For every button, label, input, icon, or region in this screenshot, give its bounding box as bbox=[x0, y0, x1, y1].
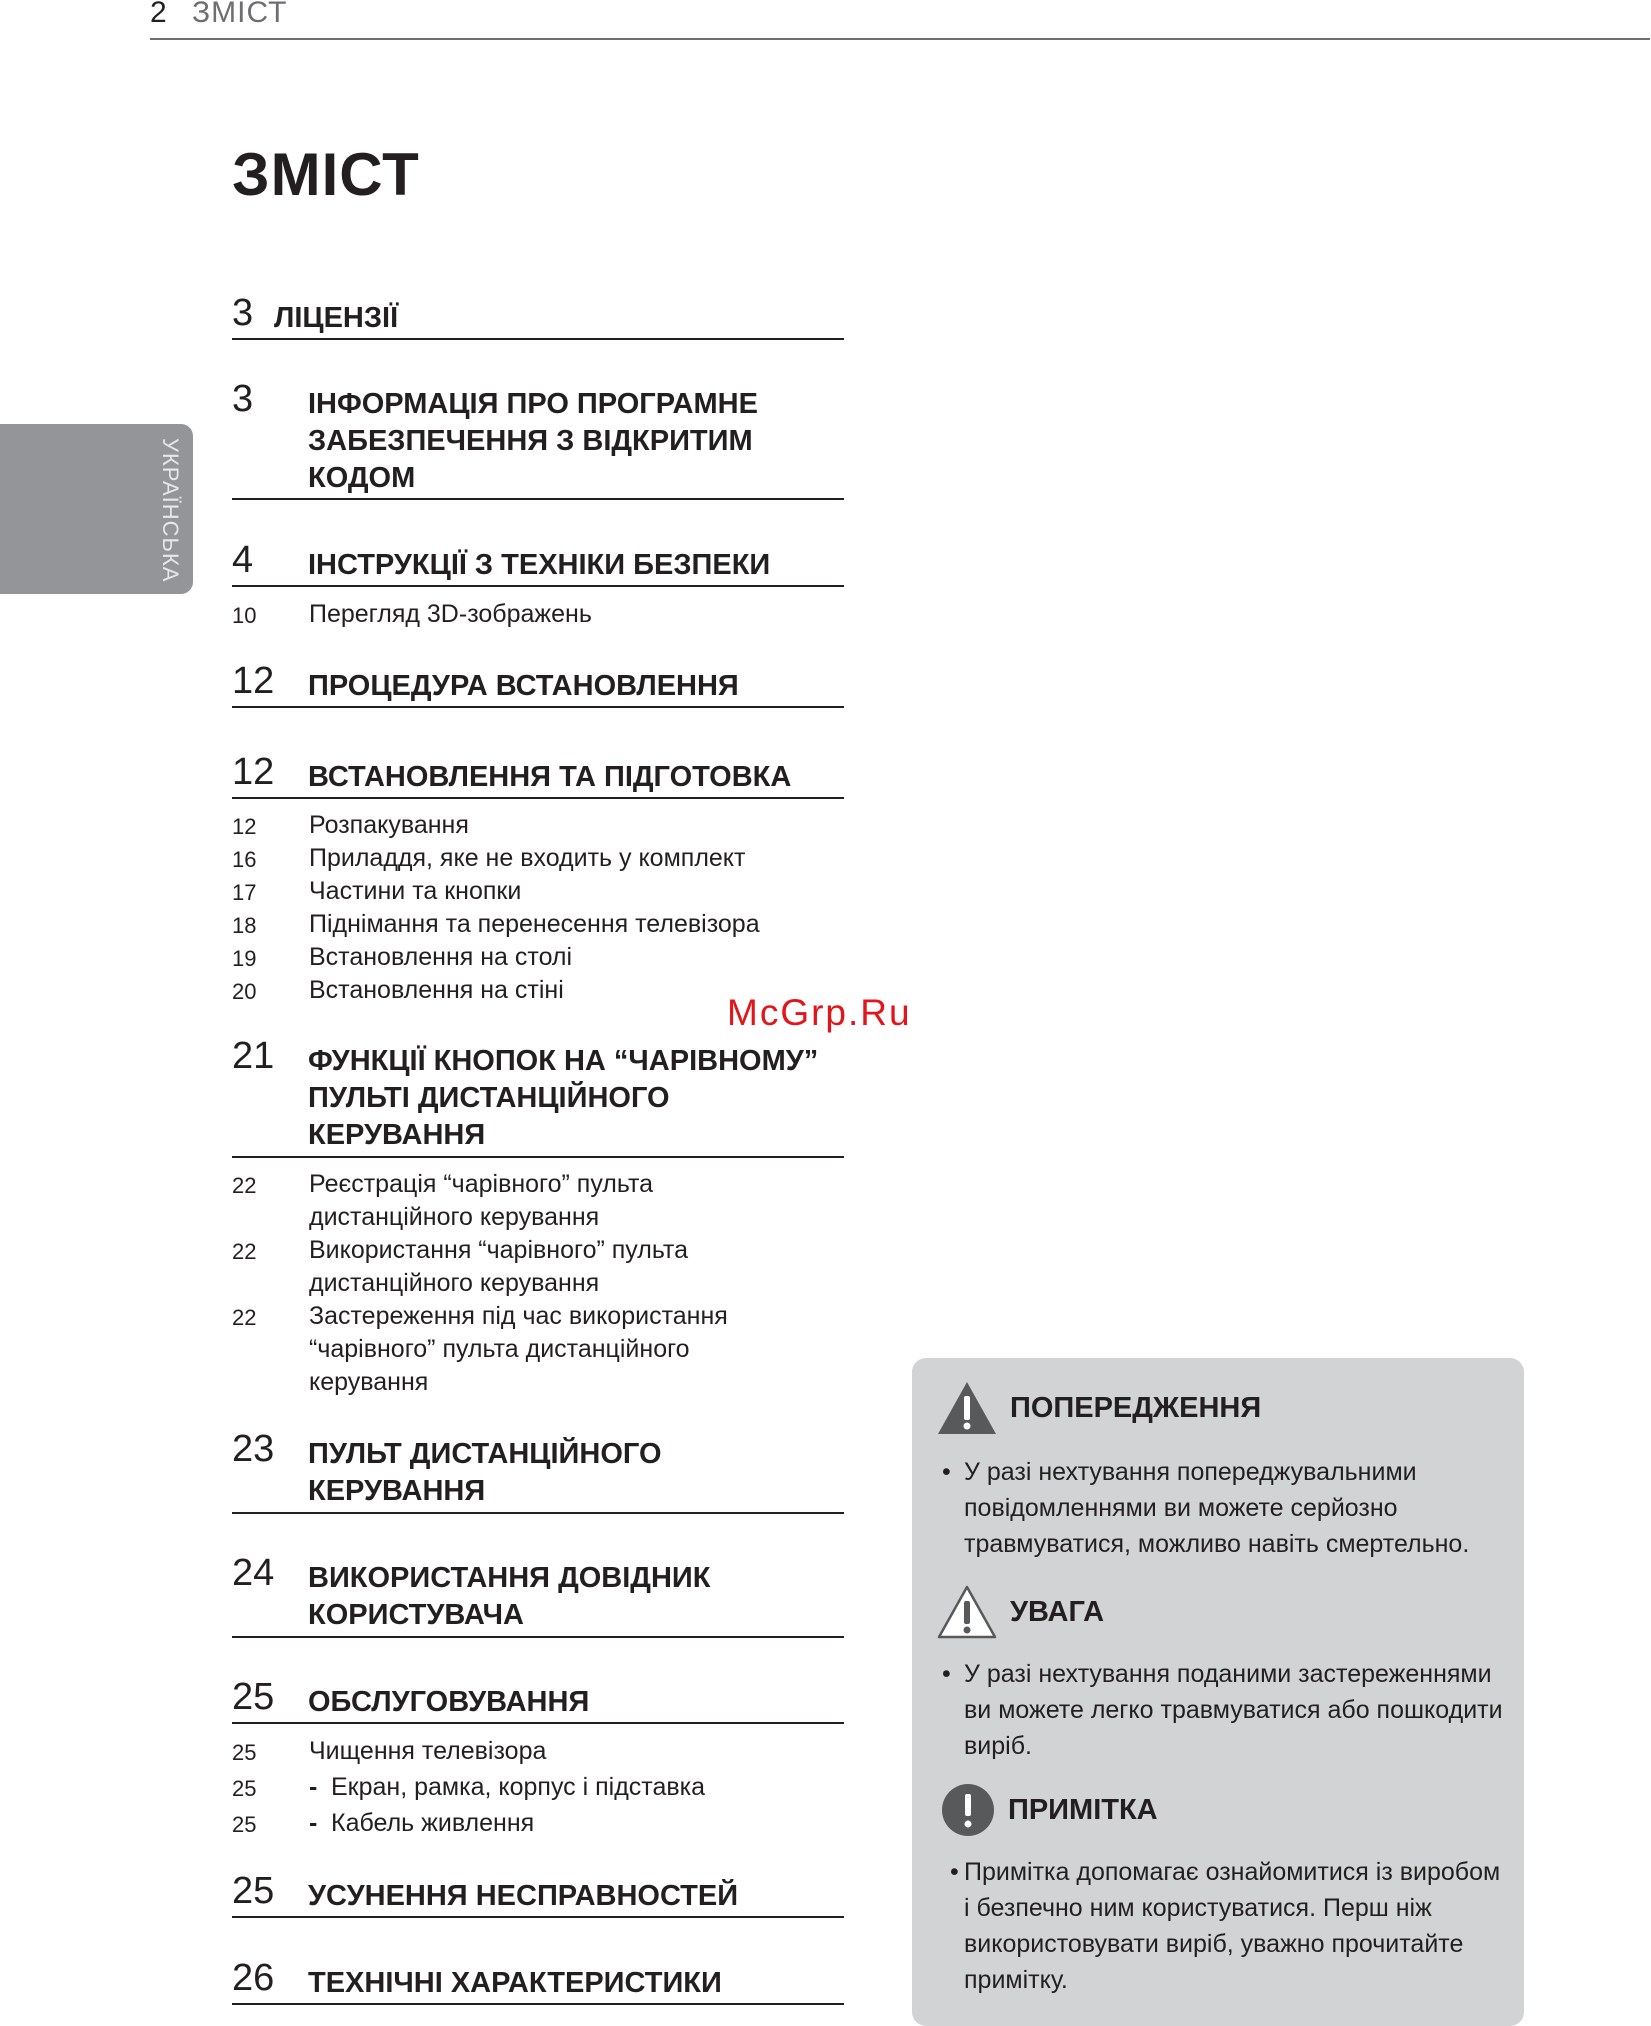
toc-item[interactable] bbox=[232, 1300, 844, 1399]
toc-item-page: 20 bbox=[232, 979, 257, 1004]
toc-item[interactable] bbox=[232, 1168, 844, 1234]
toc-section-title: ТЕХНІЧНІ ХАРАКТЕРИСТИКИ bbox=[308, 1967, 722, 1999]
page-title: ЗМІСТ bbox=[232, 141, 420, 208]
toc-section-page: 3 bbox=[232, 292, 254, 334]
toc-item-title: Розпакування bbox=[309, 811, 469, 839]
toc-item-dash: - bbox=[309, 1773, 318, 1801]
toc-section-page: 23 bbox=[232, 1428, 275, 1470]
toc-section-title: ФУНКЦІЇ КНОПОК НА “ЧАРІВНОМУ” ПУЛЬТІ ДИСТАНЦІЙНОГО КЕРУВАННЯ bbox=[308, 1045, 819, 1151]
toc-section-title: УСУНЕННЯ НЕСПРАВНОСТЕЙ bbox=[308, 1880, 739, 1912]
note-label: ПРИМІТКА bbox=[1008, 1793, 1158, 1826]
toc-section[interactable] bbox=[232, 1957, 844, 2005]
toc-item-page: 25 bbox=[232, 1812, 257, 1837]
bullet: • bbox=[950, 1858, 959, 1886]
caution-icon bbox=[936, 1584, 998, 1640]
note-heading bbox=[940, 1782, 1158, 1838]
toc-item-title: Реєстрація “чарівного” пульта дистанційного керування bbox=[309, 1170, 654, 1231]
toc-item-title: Піднімання та перенесення телевізора bbox=[309, 910, 760, 938]
caution-text bbox=[942, 1656, 1504, 1764]
toc-section-title: ВИКОРИСТАННЯ ДОВІДНИК КОРИСТУВАЧА bbox=[308, 1562, 711, 1631]
bullet: • bbox=[942, 1660, 951, 1688]
caution-heading bbox=[936, 1584, 1104, 1640]
toc-item-title: Встановлення на столі bbox=[309, 943, 573, 971]
note-text bbox=[950, 1854, 1504, 1998]
page-header bbox=[150, 0, 1650, 40]
toc-section-title: ПУЛЬТ ДИСТАНЦІЙНОГО КЕРУВАННЯ bbox=[308, 1438, 662, 1507]
caution-body: У разі нехтування поданими застереженнями ви можете легко травмуватися або пошкодити виріб. bbox=[964, 1660, 1503, 1760]
toc-item-title: Перегляд 3D-зображень bbox=[309, 600, 592, 628]
toc-section-title: ВСТАНОВЛЕННЯ ТА ПІДГОТОВКА bbox=[308, 761, 792, 793]
toc-section[interactable] bbox=[232, 292, 844, 340]
notes-panel bbox=[912, 1358, 1524, 2026]
warning-label: ПОПЕРЕДЖЕННЯ bbox=[1010, 1391, 1262, 1424]
toc-section-page: 4 bbox=[232, 539, 254, 581]
toc-item-dash: - bbox=[309, 1809, 318, 1837]
watermark: McGrp.Ru bbox=[727, 992, 912, 1033]
toc-section-page: 25 bbox=[232, 1870, 275, 1912]
toc-section[interactable] bbox=[232, 751, 844, 799]
toc-item-title bbox=[309, 1771, 849, 1804]
toc-section[interactable] bbox=[232, 660, 844, 708]
toc-item[interactable] bbox=[232, 1234, 844, 1300]
note-icon bbox=[940, 1782, 996, 1838]
toc-item-page: 19 bbox=[232, 946, 257, 971]
toc-section-title: ІНСТРУКЦІЇ З ТЕХНІКИ БЕЗПЕКИ bbox=[308, 549, 771, 581]
bullet: • bbox=[942, 1458, 951, 1486]
toc-item-page: 17 bbox=[232, 880, 257, 905]
toc-item-title: Встановлення на стіні bbox=[309, 976, 564, 1004]
header-title: ЗМІСТ bbox=[192, 0, 288, 29]
toc-item-text: Екран, рамка, корпус і підставка bbox=[331, 1773, 706, 1801]
toc-section-page: 12 bbox=[232, 751, 275, 793]
toc-item-page: 16 bbox=[232, 847, 257, 872]
toc-section[interactable] bbox=[232, 1035, 844, 1158]
toc-item-page: 22 bbox=[232, 1239, 257, 1264]
toc-item-text: Кабель живлення bbox=[331, 1809, 535, 1837]
toc-section[interactable] bbox=[232, 1428, 844, 1514]
toc-section[interactable] bbox=[232, 1676, 844, 1724]
page-number: 2 bbox=[150, 0, 167, 29]
toc-item-title: Частини та кнопки bbox=[309, 877, 522, 905]
language-tab bbox=[0, 424, 193, 594]
warning-text bbox=[942, 1454, 1504, 1562]
toc-item-page: 22 bbox=[232, 1305, 257, 1330]
toc-section-title: ОБСЛУГОВУВАННЯ bbox=[308, 1686, 590, 1718]
caution-label: УВАГА bbox=[1010, 1595, 1105, 1628]
toc-section-page: 12 bbox=[232, 660, 275, 702]
toc-item-page: 25 bbox=[232, 1740, 257, 1765]
toc-section-page: 25 bbox=[232, 1676, 275, 1718]
toc-section-title: ЛІЦЕНЗІЇ bbox=[274, 302, 399, 334]
toc-item-page: 10 bbox=[232, 603, 257, 628]
toc-section[interactable] bbox=[232, 1552, 844, 1638]
toc-section[interactable] bbox=[232, 378, 844, 500]
toc-item-page: 12 bbox=[232, 814, 257, 839]
toc-item-title bbox=[309, 1807, 849, 1840]
warning-body: У разі нехтування попереджувальними повідомленнями ви можете серйозно травмуватися, можливо навіть смертельно. bbox=[964, 1458, 1470, 1558]
toc-section-page: 24 bbox=[232, 1552, 275, 1594]
toc-item-title: Застереження під час використання “чарівного” пульта дистанційного керування bbox=[309, 1302, 728, 1396]
toc-section-page: 3 bbox=[232, 378, 254, 420]
toc-section[interactable] bbox=[232, 539, 844, 587]
toc-item-page: 22 bbox=[232, 1173, 257, 1198]
toc-item-title: Чищення телевізора bbox=[309, 1737, 547, 1765]
warning-icon bbox=[936, 1380, 998, 1436]
toc-section-page: 26 bbox=[232, 1957, 275, 1999]
toc-item-title: Приладдя, яке не входить у комплект bbox=[309, 844, 746, 872]
warning-heading bbox=[936, 1380, 1261, 1436]
toc-section-title: ІНФОРМАЦІЯ ПРО ПРОГРАМНЕ ЗАБЕЗПЕЧЕННЯ З ВІДКРИТИМ КОДОМ bbox=[308, 388, 758, 494]
toc-section-page: 21 bbox=[232, 1035, 275, 1077]
note-body: Примітка допомагає ознайомитися із виробом і безпечно ним користуватися. Перш ніж використовувати виріб, уважно прочитайте примітку. bbox=[964, 1858, 1501, 1994]
language-tab-label: УКРАЇНСЬКА bbox=[158, 438, 183, 583]
toc-item-title: Використання “чарівного” пульта дистанційного керування bbox=[309, 1236, 688, 1297]
toc-item-page: 25 bbox=[232, 1776, 257, 1801]
toc-section-title: ПРОЦЕДУРА ВСТАНОВЛЕННЯ bbox=[308, 670, 739, 702]
toc-section[interactable] bbox=[232, 1870, 844, 1918]
toc-item-page: 18 bbox=[232, 913, 257, 938]
